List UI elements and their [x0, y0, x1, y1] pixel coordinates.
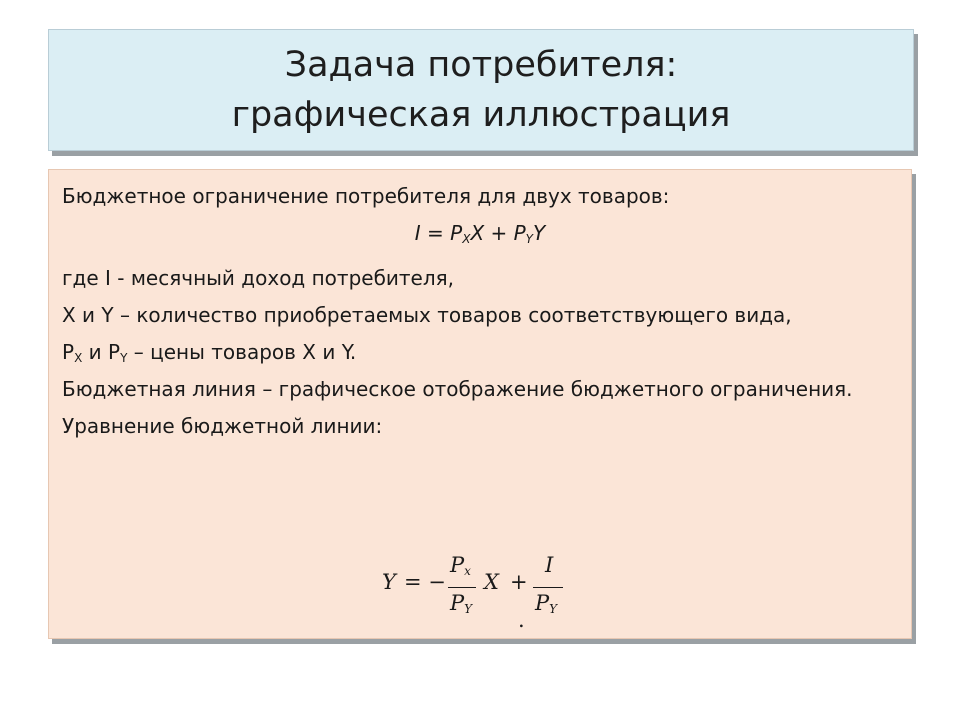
- where-income-text: где I - месячный доход потребителя,: [62, 266, 455, 290]
- budget-line-formula: [380, 550, 580, 630]
- formula-dot: .: [518, 608, 525, 632]
- where-quantity-text: X и Y – количество приобретаемых товаров соответствующего вида,: [62, 303, 792, 327]
- budget-line-definition: Бюджетная линия – графическое отображение бюджетного ограничения.: [62, 377, 853, 401]
- prices-text: [62, 338, 898, 367]
- formula-equals-minus: = −: [404, 570, 446, 594]
- formula-den1: $P_Y$: [450, 591, 473, 616]
- intro-text: Бюджетное ограничение потребителя для двух товаров:: [62, 184, 670, 208]
- eq1-sub-x: X: [462, 232, 471, 246]
- prices-and: и P: [82, 340, 121, 364]
- fraction-bar-1: [448, 587, 476, 588]
- slide-title-line1: Задача потребителя:: [284, 45, 678, 85]
- prices-rest: – цены товаров X и Y.: [127, 340, 357, 364]
- budget-constraint-equation: [62, 219, 898, 248]
- formula-lhs: Y: [382, 570, 396, 594]
- formula-num1: $P_x$: [450, 553, 471, 578]
- title-box: [48, 29, 914, 151]
- prices-p1: P: [62, 340, 75, 364]
- eq1-i: I = P: [414, 221, 463, 245]
- eq1-sub-y: Y: [525, 232, 534, 246]
- formula-den2: $P_Y$: [535, 591, 558, 616]
- formula-num2: I: [545, 553, 554, 577]
- prices-sub-y: Y: [120, 351, 128, 365]
- formula-x: X: [484, 570, 499, 594]
- fraction-bar-2: [533, 587, 563, 588]
- equation-label: Уравнение бюджетной линии:: [62, 414, 383, 438]
- formula-plus: +: [510, 570, 528, 594]
- eq1-end: Y: [533, 221, 546, 245]
- prices-sub-x: X: [74, 351, 83, 365]
- eq1-mid: X + P: [470, 221, 526, 245]
- slide-title-line2: графическая иллюстрация: [231, 95, 731, 135]
